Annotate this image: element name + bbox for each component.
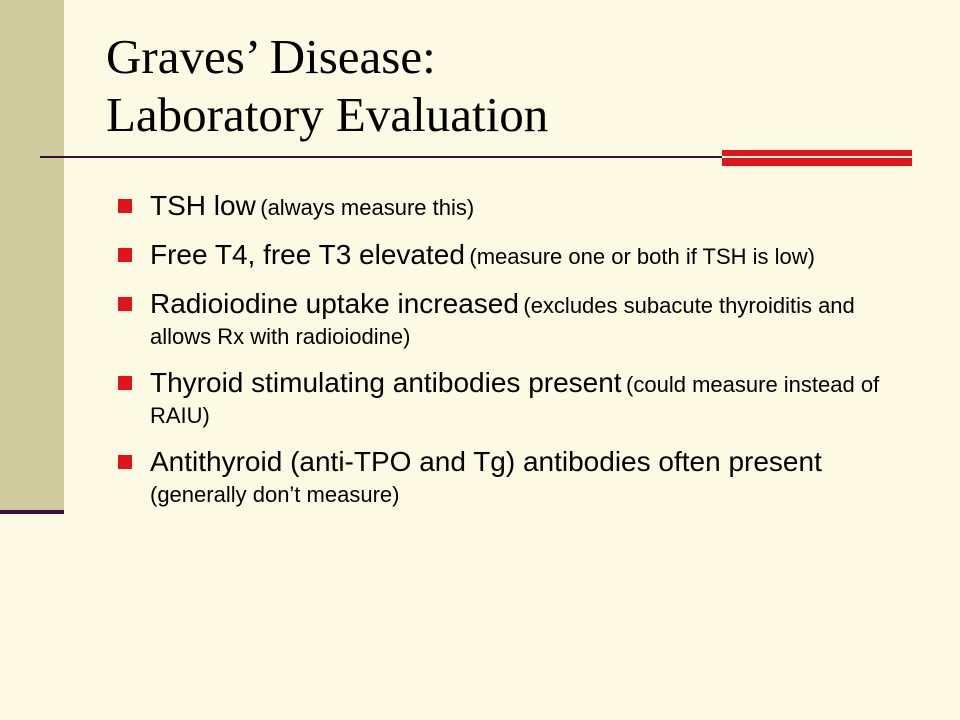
square-bullet-icon xyxy=(118,297,132,311)
bullet-list xyxy=(118,188,908,523)
square-bullet-icon xyxy=(118,248,132,262)
bullet-item xyxy=(118,237,908,273)
bullet-main-text: Antithyroid (anti-TPO and Tg) antibodies often present xyxy=(150,446,822,477)
title-underline-rule xyxy=(40,156,728,158)
slide-title-line-1: Graves’ Disease: xyxy=(106,29,436,84)
left-decorative-band xyxy=(0,0,64,512)
bullet-item xyxy=(118,365,908,431)
left-band-divider xyxy=(0,510,64,514)
bullet-main-text: Thyroid stimulating antibodies present xyxy=(150,367,622,398)
bullet-item xyxy=(118,444,908,510)
slide-title-line-2: Laboratory Evaluation xyxy=(106,87,549,142)
bullet-note-text: (could measure instead of RAIU) xyxy=(150,372,880,428)
bullet-main-text: Radioiodine uptake increased xyxy=(150,288,519,319)
bullet-note-text: (always measure this) xyxy=(260,195,475,220)
bullet-item xyxy=(118,188,908,224)
bullet-item xyxy=(118,286,908,352)
bullet-main-text: TSH low xyxy=(150,190,256,221)
bullet-main-text: Free T4, free T3 elevated xyxy=(150,239,465,270)
square-bullet-icon xyxy=(118,376,132,390)
red-accent-bar xyxy=(722,150,912,166)
square-bullet-icon xyxy=(118,199,132,213)
square-bullet-icon xyxy=(118,455,132,469)
slide-title xyxy=(106,28,866,144)
bullet-note-text: (generally don’t measure) xyxy=(150,482,400,507)
bullet-note-text: (excludes subacute thyroiditis and allows Rx with radioiodine) xyxy=(150,293,855,349)
bullet-note-text: (measure one or both if TSH is low) xyxy=(469,244,815,269)
